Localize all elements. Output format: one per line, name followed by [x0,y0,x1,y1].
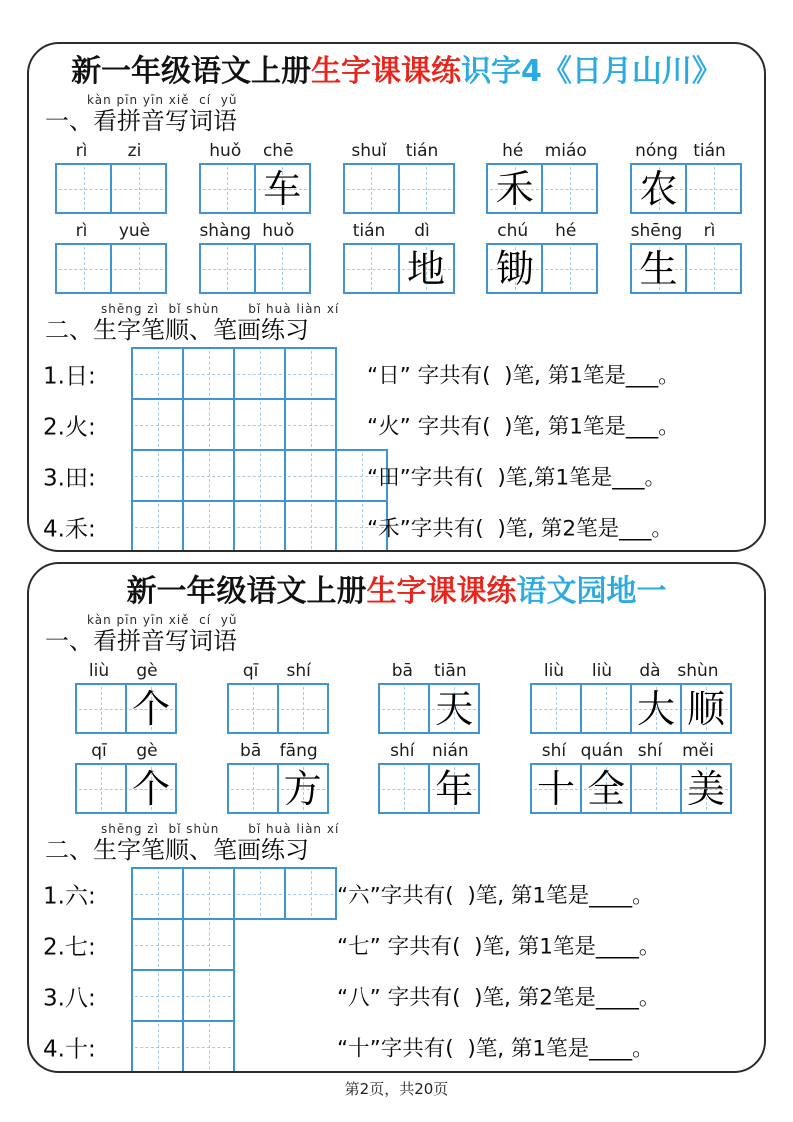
pinyin-row [630,221,742,241]
filled-character: 年 [435,766,474,811]
writing-cell [345,165,398,212]
filled-character: 车 [263,166,302,211]
dash-guide-horizontal [186,996,231,997]
writing-box [199,163,311,214]
stroke-practice-row [29,449,764,502]
page-number-footer: 第2页，共20页 [344,1080,449,1098]
word-row [29,219,764,299]
pinyin-syllable: liù [543,661,565,681]
pinyin-syllable: dì [414,221,430,241]
filled-character: 锄 [495,246,534,291]
writing-cell [630,685,680,732]
writing-cell [57,165,110,212]
stroke-grid-cell [133,400,182,449]
pinyin-syllable: gè [136,661,158,681]
dash-guide-horizontal [79,709,123,710]
stroke-grid-cell [284,400,335,449]
dash-guide-horizontal [186,476,231,477]
writing-cell [201,165,254,212]
dash-guide-horizontal [237,476,282,477]
pinyin-syllable: hé [502,141,524,161]
writing-cell [110,165,165,212]
word-group [486,221,598,294]
dash-guide-horizontal [288,527,333,528]
writing-box [486,243,598,294]
stroke-grid-cell [133,502,182,551]
dash-guide-horizontal [59,189,108,190]
pinyin-syllable: měi [682,741,714,761]
filled-character: 个 [131,766,170,811]
word-group [378,741,480,814]
stroke-row-label: 4.禾: [43,516,96,542]
stroke-grid-cell [182,451,233,500]
stroke-grid [131,347,337,400]
dash-guide-horizontal [203,189,252,190]
word-group [343,221,455,294]
section-stroke-practice [45,822,764,864]
stroke-question: “田”字共有( )笔,第1笔是___。 [367,465,666,490]
writing-cell [254,165,309,212]
writing-cell [380,765,428,812]
word-group [630,221,742,294]
stroke-grid-cell [182,869,233,918]
filled-character: 全 [586,766,625,811]
dash-guide-horizontal [231,709,275,710]
pinyin-row [343,141,455,161]
panel-title [29,54,764,90]
stroke-row-label: 2.七: [43,934,96,960]
filled-character: 地 [406,246,445,291]
dash-guide-horizontal [402,189,451,190]
dash-guide-horizontal [186,894,231,895]
stroke-practice-row [29,347,764,400]
stroke-question: “七” 字共有( )笔, 第1笔是____。 [337,934,661,959]
writing-cell [125,765,175,812]
stroke-question: “日” 字共有( )笔, 第1笔是___。 [367,363,680,388]
pinyin-row [378,661,480,681]
writing-cell [229,685,277,732]
writing-cell [532,685,580,732]
filled-character: 农 [639,166,678,211]
pinyin-row [630,141,742,161]
pinyin-syllable: shí [541,741,567,761]
word-group [227,741,329,814]
stroke-row-label: 2.火: [43,414,96,440]
stroke-row-label: 3.八: [43,985,96,1011]
pinyin-syllable: qī [242,661,259,681]
word-writing-area [29,139,764,299]
pinyin-syllable: chú [497,221,529,241]
dash-guide-horizontal [135,1047,180,1048]
dash-guide-horizontal [114,269,163,270]
writing-box [55,243,167,294]
stroke-grid-cell [182,502,233,551]
stroke-practice-area [29,347,764,552]
writing-box [530,763,732,814]
dash-guide-horizontal [689,189,738,190]
writing-box [75,683,177,734]
pinyin-syllable: nóng [635,141,678,161]
dash-guide-horizontal [135,476,180,477]
filled-character: 个 [131,686,170,731]
filled-character: 顺 [686,686,725,731]
pinyin-row [55,221,167,241]
writing-cell [398,165,453,212]
pinyin-syllable: qī [91,741,107,761]
section-heading-label: 一、看拼音写词语 [45,627,237,655]
dash-guide-horizontal [186,1047,231,1048]
stroke-grid-cell [284,869,335,918]
dash-guide-horizontal [347,269,396,270]
dash-guide-horizontal [135,527,180,528]
pinyin-syllable: miáo [544,141,587,161]
pinyin-syllable: shùn [677,661,719,681]
writing-cell [685,245,740,292]
dash-guide-horizontal [689,269,738,270]
section-stroke-practice [45,302,764,344]
word-group [486,141,598,214]
stroke-grid-cell [133,920,182,969]
filled-character: 方 [283,766,322,811]
stroke-practice-row [29,1020,764,1073]
writing-box [199,243,311,294]
stroke-grid-cell [182,971,233,1020]
pinyin-syllable: bā [391,661,413,681]
dash-guide-horizontal [281,709,325,710]
writing-box [343,243,455,294]
writing-cell [580,765,630,812]
pinyin-syllable: rì [75,221,88,241]
pinyin-syllable: liù [591,661,613,681]
pinyin-syllable: tiān [434,661,467,681]
word-group [227,661,329,734]
dash-guide-horizontal [288,425,333,426]
pinyin-syllable: zi [127,141,142,161]
writing-cell [428,685,478,732]
stroke-grid-cell [133,451,182,500]
dash-guide-horizontal [382,789,426,790]
pinyin-row [227,661,329,681]
writing-cell [488,165,541,212]
writing-box [55,163,167,214]
writing-box [378,763,480,814]
stroke-grid-cell [133,869,182,918]
pinyin-row [486,141,598,161]
writing-cell [580,685,630,732]
dash-guide-horizontal [534,709,578,710]
pinyin-row [378,741,480,761]
dash-guide-horizontal [135,945,180,946]
writing-cell [541,245,596,292]
writing-box [343,163,455,214]
stroke-grid-cell [284,451,335,500]
title-series-part: 生字课课练 [311,54,462,89]
pinyin-syllable: rì [703,221,716,241]
dash-guide-horizontal [382,709,426,710]
stroke-practice-row [29,500,764,552]
writing-box [378,683,480,734]
dash-guide-horizontal [237,527,282,528]
dash-guide-horizontal [114,189,163,190]
stroke-grid-cell [233,869,284,918]
writing-cell [110,245,165,292]
stroke-grid-cell [182,920,233,969]
dash-guide-horizontal [584,709,628,710]
dash-guide-horizontal [135,996,180,997]
pinyin-syllable: shàng [199,221,252,241]
pinyin-row [486,221,598,241]
title-grade-part: 新一年级语文上册 [71,54,312,89]
dash-guide-horizontal [135,374,180,375]
word-group [343,141,455,214]
writing-box [486,163,598,214]
section-heading-label: 一、看拼音写词语 [45,107,237,135]
title-lesson-part: 语文园地一 [516,574,667,609]
word-group [199,141,311,214]
pinyin-row [530,661,732,681]
writing-cell [125,685,175,732]
dash-guide-horizontal [237,894,282,895]
dash-guide-horizontal [634,789,678,790]
writing-cell [680,765,730,812]
filled-character: 大 [636,686,675,731]
stroke-grid-cell [233,502,284,551]
writing-cell [428,765,478,812]
dash-guide-horizontal [258,269,307,270]
stroke-grid [131,867,337,920]
pinyin-syllable: shí [286,661,311,681]
dash-guide-horizontal [288,374,333,375]
stroke-grid [131,398,337,451]
writing-box [75,763,177,814]
dash-guide-horizontal [288,476,333,477]
writing-cell [532,765,580,812]
writing-cell [488,245,541,292]
writing-cell [541,165,596,212]
word-row [29,659,764,739]
dash-guide-horizontal [231,789,275,790]
dash-guide-horizontal [186,527,231,528]
pinyin-row [75,661,177,681]
section-heading-pinyin: shēng zì bǐ shùn bǐ huà liàn xí [101,822,340,836]
writing-cell [77,765,125,812]
filled-character: 禾 [495,166,534,211]
pinyin-syllable: shēng [630,221,683,241]
pinyin-syllable: huǒ [209,141,242,161]
stroke-question: “八” 字共有( )笔, 第2笔是____。 [337,985,661,1010]
dash-guide-horizontal [237,374,282,375]
stroke-question: “十”字共有( )笔, 第1笔是____。 [337,1036,654,1061]
dash-guide-horizontal [545,269,594,270]
dash-guide-horizontal [545,189,594,190]
writing-cell [685,165,740,212]
section-heading-pinyin: shēng zì bǐ shùn bǐ huà liàn xí [101,302,340,316]
title-grade-part: 新一年级语文上册 [126,574,367,609]
filled-character: 十 [536,766,575,811]
pinyin-syllable: yuè [118,221,151,241]
section-heading-pinyin: kàn pīn yīn xiě cí yǔ [87,93,238,107]
word-group [55,141,167,214]
stroke-grid-cell [233,400,284,449]
stroke-grid-cell [233,451,284,500]
worksheet-panel-1 [27,42,766,552]
pinyin-syllable: hé [555,221,577,241]
stroke-grid-cell [284,349,335,398]
pinyin-row [55,141,167,161]
filled-character: 生 [639,246,678,291]
dash-guide-horizontal [186,945,231,946]
word-group [55,221,167,294]
word-group [199,221,311,294]
section-heading-label: 二、生字笔顺、笔画练习 [45,836,309,864]
word-row [29,739,764,819]
writing-cell [277,765,327,812]
stroke-practice-row [29,398,764,451]
writing-cell [398,245,453,292]
dash-guide-horizontal [347,189,396,190]
dash-guide-horizontal [135,425,180,426]
stroke-row-label: 1.六: [43,883,96,909]
stroke-practice-row [29,969,764,1022]
section-heading-label: 二、生字笔顺、笔画练习 [45,316,309,344]
word-row [29,139,764,219]
pinyin-syllable: tián [352,221,386,241]
word-group [75,661,177,734]
writing-cell [254,245,309,292]
dash-guide-horizontal [288,894,333,895]
word-group [630,141,742,214]
pinyin-syllable: dà [639,661,661,681]
pinyin-syllable: tián [405,141,439,161]
dash-guide-horizontal [79,789,123,790]
section-pinyin-writing [45,613,764,655]
writing-cell [680,685,730,732]
dash-guide-horizontal [203,269,252,270]
pinyin-syllable: nián [431,741,469,761]
writing-cell [630,765,680,812]
stroke-grid [131,969,235,1022]
stroke-practice-area [29,867,764,1073]
writing-box [227,683,329,734]
pinyin-syllable: huǒ [262,221,295,241]
stroke-grid-cell [182,1022,233,1071]
dash-guide-horizontal [186,425,231,426]
pinyin-row [530,741,732,761]
pinyin-row [199,221,311,241]
stroke-row-label: 1.日: [43,363,96,389]
stroke-grid-cell [133,349,182,398]
stroke-grid [131,1020,235,1073]
writing-box [630,163,742,214]
stroke-grid-cell [182,400,233,449]
pinyin-row [343,221,455,241]
stroke-grid-cell [182,349,233,398]
pinyin-syllable: shuǐ [351,141,387,161]
panel-title [29,574,764,610]
pinyin-syllable: tián [693,141,726,161]
filled-character: 美 [686,766,725,811]
pinyin-syllable: gè [136,741,158,761]
writing-box [630,243,742,294]
dash-guide-horizontal [186,374,231,375]
writing-cell [229,765,277,812]
stroke-grid [131,449,388,502]
worksheet-panel-2 [27,562,766,1073]
stroke-grid-cell [284,502,335,551]
section-heading-pinyin: kàn pīn yīn xiě cí yǔ [87,613,238,627]
stroke-question: “禾”字共有( )笔, 第2笔是___。 [367,516,673,541]
stroke-practice-row [29,918,764,971]
writing-cell [632,245,685,292]
word-group [530,661,732,734]
stroke-grid-cell [133,1022,182,1071]
writing-cell [277,685,327,732]
filled-character: 天 [435,686,474,731]
dash-guide-horizontal [237,425,282,426]
stroke-row-label: 4.十: [43,1036,96,1062]
writing-cell [380,685,428,732]
pinyin-row [199,141,311,161]
pinyin-row [227,741,329,761]
pinyin-syllable: rì [75,141,88,161]
pinyin-syllable: liù [88,661,110,681]
title-series-part: 生字课课练 [366,574,517,609]
writing-cell [77,685,125,732]
writing-cell [345,245,398,292]
section-pinyin-writing [45,93,764,135]
stroke-grid [131,918,235,971]
stroke-row-label: 3.田: [43,465,96,491]
stroke-grid [131,500,388,552]
stroke-grid-cell [233,349,284,398]
word-group [378,661,480,734]
writing-box [530,683,732,734]
pinyin-syllable: shí [390,741,415,761]
writing-cell [201,245,254,292]
pinyin-syllable: bā [240,741,262,761]
stroke-grid-cell [133,971,182,1020]
dash-guide-horizontal [59,269,108,270]
title-lesson-part: 识字4《日月山川》 [461,54,722,89]
stroke-question: “六”字共有( )笔, 第1笔是____。 [337,883,654,908]
pinyin-syllable: quán [580,741,624,761]
stroke-practice-row [29,867,764,920]
pinyin-syllable: chē [262,141,294,161]
word-writing-area [29,659,764,819]
word-group [530,741,732,814]
pinyin-syllable: fāng [279,741,318,761]
pinyin-syllable: shí [637,741,663,761]
writing-cell [57,245,110,292]
dash-guide-horizontal [135,894,180,895]
pinyin-row [75,741,177,761]
stroke-question: “火” 字共有( )笔, 第1笔是___。 [367,414,680,439]
writing-cell [632,165,685,212]
writing-box [227,763,329,814]
word-group [75,741,177,814]
